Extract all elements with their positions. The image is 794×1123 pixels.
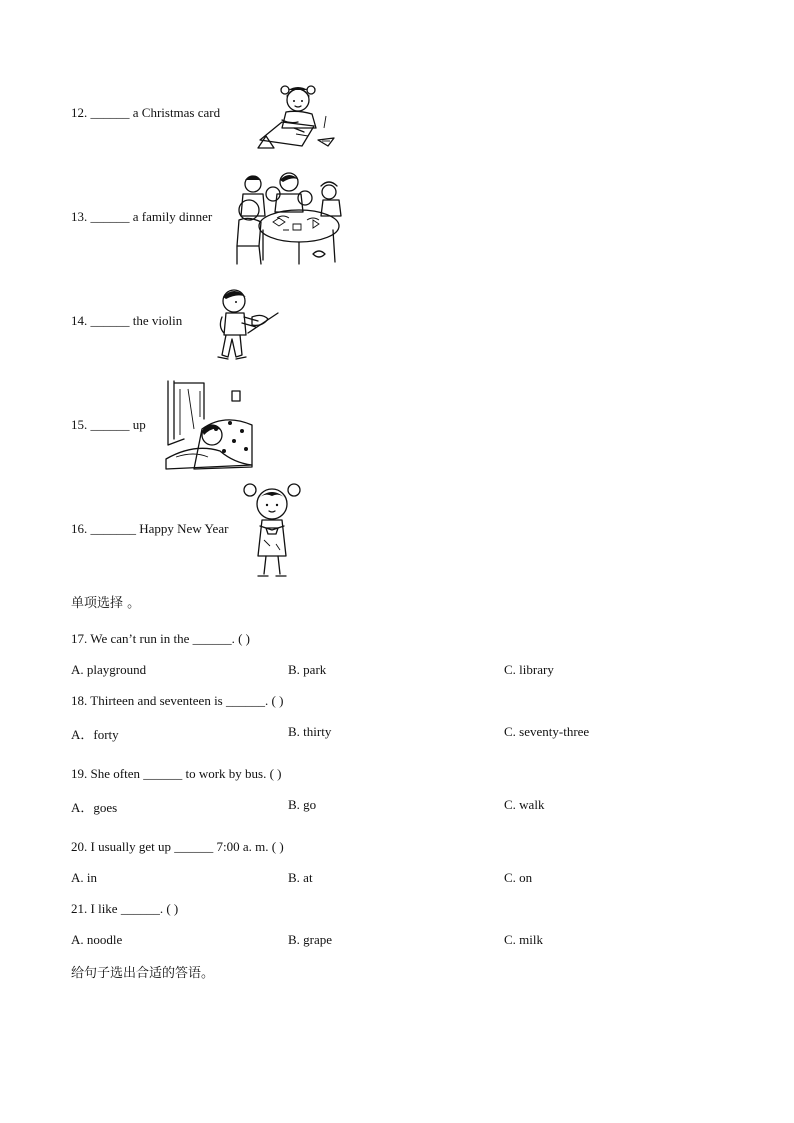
option-a[interactable]: A．goes bbox=[71, 800, 118, 815]
answer-blank[interactable]: ______ bbox=[90, 313, 130, 328]
answer-blank[interactable]: ______ bbox=[90, 105, 130, 120]
option-b[interactable]: B. park bbox=[288, 662, 327, 677]
phrase-item-16 bbox=[71, 521, 228, 537]
phrase-text: a Christmas card bbox=[132, 105, 221, 120]
option-b[interactable]: B. go bbox=[288, 797, 317, 812]
question-20-stem: 20. I usually get up ______ 7:00 a. m. ( ) bbox=[71, 839, 284, 854]
section-heading-single-choice: 单项选择 。 bbox=[71, 596, 141, 611]
girl-writing-card-picture bbox=[252, 76, 338, 152]
option-c[interactable]: C. seventy-three bbox=[504, 724, 590, 739]
boy-playing-violin-picture bbox=[212, 283, 282, 363]
phrase-text: the violin bbox=[132, 313, 183, 328]
option-c[interactable]: C. on bbox=[504, 870, 533, 885]
answer-blank[interactable]: _______ bbox=[90, 521, 136, 536]
question-21-stem: 21. I like ______. ( ) bbox=[71, 901, 179, 916]
option-b[interactable]: B. at bbox=[288, 870, 313, 885]
phrase-text: a family dinner bbox=[132, 209, 213, 224]
question-19-stem: 19. She often ______ to work by bus. ( ) bbox=[71, 766, 282, 781]
phrase-text: up bbox=[132, 417, 146, 432]
phrase-item-14 bbox=[71, 313, 182, 329]
option-c[interactable]: C. walk bbox=[504, 797, 545, 812]
phrase-item-12 bbox=[71, 105, 220, 121]
girl-greeting-picture bbox=[240, 480, 304, 580]
phrase-text: Happy New Year bbox=[139, 521, 229, 536]
phrase-item-15 bbox=[71, 417, 146, 433]
answer-blank[interactable]: ______ bbox=[90, 417, 130, 432]
option-a[interactable]: A．forty bbox=[71, 727, 119, 742]
option-c[interactable]: C. library bbox=[504, 662, 554, 677]
question-18-stem: 18. Thirteen and seventeen is ______. ( ) bbox=[71, 693, 284, 708]
option-b[interactable]: B. grape bbox=[288, 932, 333, 947]
item-number: 12. bbox=[71, 105, 88, 120]
item-number: 14. bbox=[71, 313, 88, 328]
option-b[interactable]: B. thirty bbox=[288, 724, 332, 739]
option-a[interactable]: A. playground bbox=[71, 662, 147, 677]
item-number: 13. bbox=[71, 209, 88, 224]
question-17-stem: 17. We can’t run in the ______. ( ) bbox=[71, 631, 250, 646]
section-heading-choose-responses: 给句子选出合适的答语。 bbox=[71, 966, 215, 981]
option-a[interactable]: A. noodle bbox=[71, 932, 123, 947]
phrase-item-13 bbox=[71, 209, 212, 225]
answer-blank[interactable]: ______ bbox=[90, 209, 130, 224]
option-c[interactable]: C. milk bbox=[504, 932, 544, 947]
item-number: 16. bbox=[71, 521, 88, 536]
option-a[interactable]: A. in bbox=[71, 870, 97, 885]
boy-waking-up-picture bbox=[164, 379, 256, 471]
item-number: 15. bbox=[71, 417, 88, 432]
family-dinner-picture bbox=[233, 168, 347, 266]
